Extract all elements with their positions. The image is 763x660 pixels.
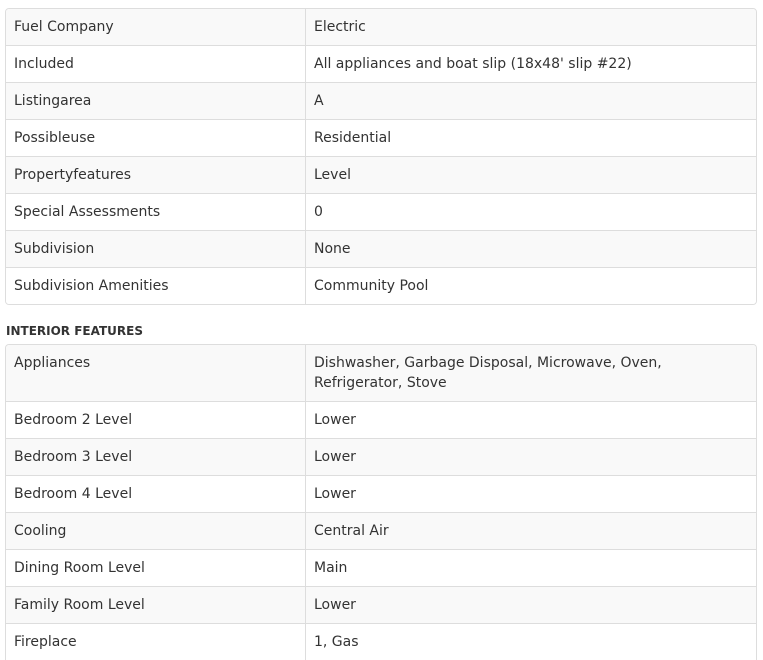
row-value: Main bbox=[314, 560, 348, 576]
row-value: All appliances and boat slip (18x48' slip #22) bbox=[314, 56, 632, 72]
row-label: Dining Room Level bbox=[6, 550, 306, 586]
interior-features-table bbox=[5, 344, 757, 660]
row-value: Residential bbox=[314, 130, 392, 146]
row-value: 1, Gas bbox=[314, 634, 359, 650]
row-label: Possibleuse bbox=[6, 120, 306, 156]
row-value: Lower bbox=[314, 597, 356, 613]
row-value: Electric bbox=[314, 19, 366, 35]
details-table bbox=[5, 8, 757, 305]
row-value: Central Air bbox=[314, 523, 389, 539]
row-label: Family Room Level bbox=[6, 587, 306, 623]
table-row bbox=[6, 9, 756, 45]
row-label: Subdivision bbox=[6, 231, 306, 267]
table-row bbox=[6, 230, 756, 267]
row-label: Subdivision Amenities bbox=[6, 268, 306, 304]
section-heading-interior-features: INTERIOR FEATURES bbox=[6, 324, 143, 338]
table-row bbox=[6, 156, 756, 193]
row-label: Bedroom 2 Level bbox=[6, 402, 306, 438]
row-value: Lower bbox=[314, 486, 356, 502]
row-label: Appliances bbox=[6, 345, 306, 401]
row-label: Included bbox=[6, 46, 306, 82]
row-value: Dishwasher, Garbage Disposal, Microwave, Oven, Refrigerator, Stove bbox=[314, 355, 662, 391]
table-row bbox=[6, 119, 756, 156]
row-value: Community Pool bbox=[314, 278, 429, 294]
row-label: Bedroom 3 Level bbox=[6, 439, 306, 475]
table-row bbox=[6, 623, 756, 660]
row-label: Fireplace bbox=[6, 624, 306, 660]
row-label: Special Assessments bbox=[6, 194, 306, 230]
table-row bbox=[6, 82, 756, 119]
row-value: Lower bbox=[314, 449, 356, 465]
table-row bbox=[6, 45, 756, 82]
table-row bbox=[6, 193, 756, 230]
row-value: Level bbox=[314, 167, 351, 183]
table-row bbox=[6, 549, 756, 586]
row-label: Cooling bbox=[6, 513, 306, 549]
table-row bbox=[6, 475, 756, 512]
row-label: Fuel Company bbox=[6, 9, 306, 45]
table-row bbox=[6, 345, 756, 401]
table-row bbox=[6, 512, 756, 549]
row-label: Listingarea bbox=[6, 83, 306, 119]
row-value: None bbox=[314, 241, 351, 257]
table-row bbox=[6, 438, 756, 475]
table-row bbox=[6, 267, 756, 304]
row-value: A bbox=[314, 93, 324, 109]
row-value: 0 bbox=[314, 204, 323, 220]
table-row bbox=[6, 586, 756, 623]
row-label: Bedroom 4 Level bbox=[6, 476, 306, 512]
table-row bbox=[6, 401, 756, 438]
row-label: Propertyfeatures bbox=[6, 157, 306, 193]
row-value: Lower bbox=[314, 412, 356, 428]
